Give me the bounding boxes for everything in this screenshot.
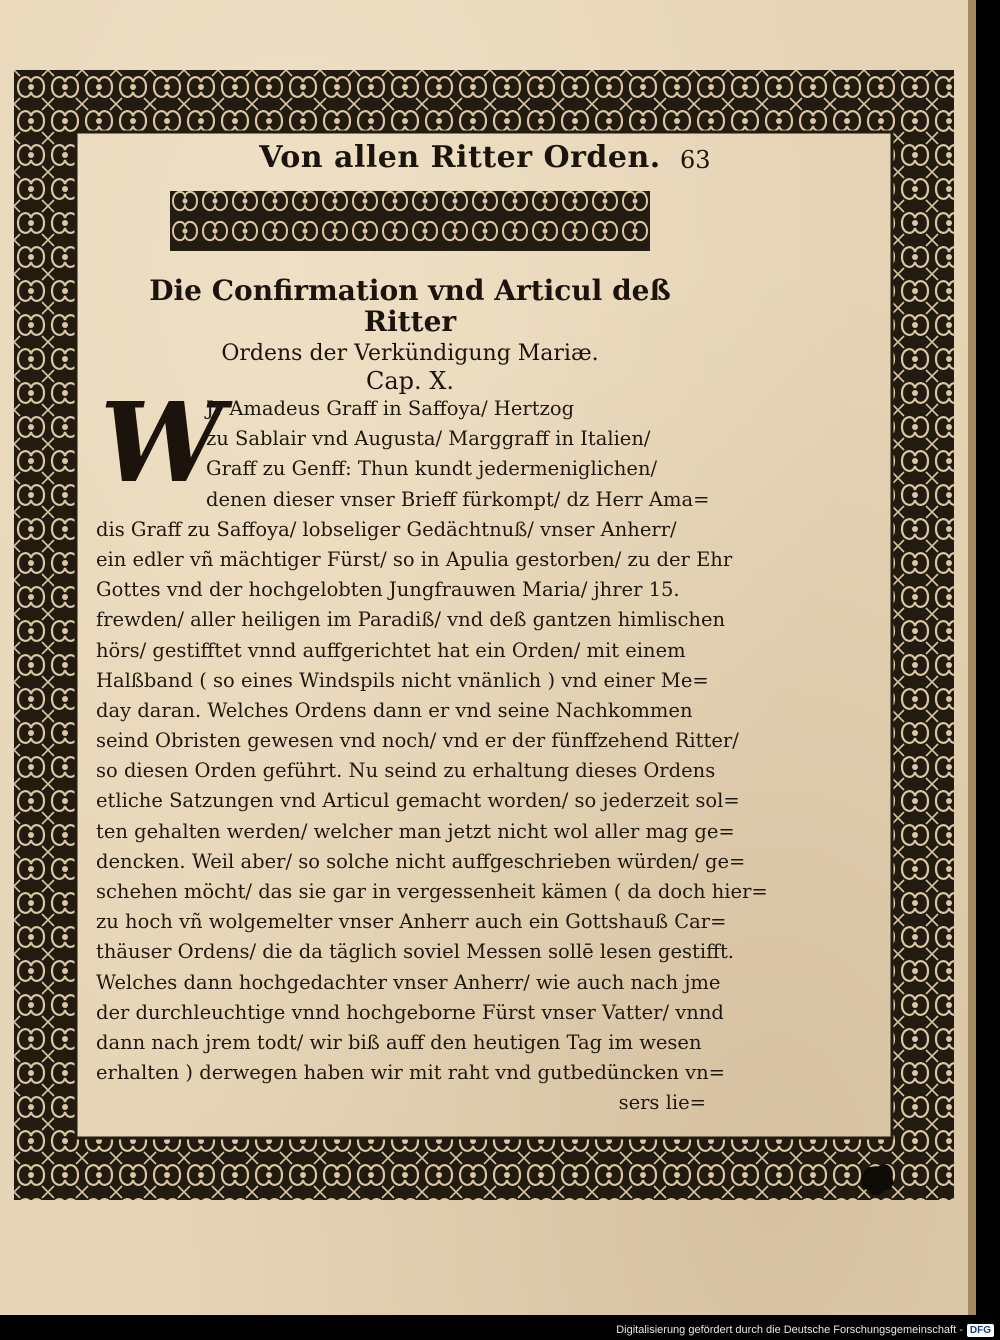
page-number: 63 [680,146,711,174]
text-line: Welches dann hochgedachter vnser Anherr/ wie auch nach jme [96,970,721,994]
chapter-number: Cap. X. [365,366,454,395]
catchword: sers lie= [618,1091,706,1115]
text-line: zu hoch vñ wolgemelter vnser Anherr auch ein Gottshauß Car= [96,910,727,934]
text-line: Jr Amadeus Graff in Saffoya/ Hertzog [206,397,575,420]
text-line: dis Graff zu Saffoya/ lobseliger Gedächtnuß/ vnser Anherr/ [96,517,677,541]
text-line: ein edler vñ mächtiger Fürst/ so in Apulia gestorben/ zu der Ehr [96,547,733,571]
text-line: dann nach jrem todt/ wir biß auff den heutigen Tag im wesen [96,1030,702,1054]
text-line: Graff zu Genff: Thun kundt jedermeniglichen/ [206,457,658,481]
text-line: day daran. Welches Ordens dann er vnd seine Nachkommen [96,698,693,722]
chapter-title-line-1: Die Confirmation vnd Articul deß Ritter [149,274,671,338]
chapter-title-line-2: Ordens der Verkündigung Mariæ. [221,340,599,366]
text-line: dencken. Weil aber/ so solche nicht auffgeschrieben würden/ ge= [96,849,746,873]
text-line: seind Obristen gewesen vnd noch/ vnd er der fünffzehend Ritter/ [96,729,739,753]
text-line: hörs/ gestifftet vnnd auffgerichtet hat ein Orden/ mit einem [96,638,686,662]
drop-cap-initial: W [100,378,224,507]
text-line: Gottes vnd der hochgelobten Jungfrauwen Maria/ jhrer 15. [96,578,680,602]
text-line: Halßband ( so eines Windspils nicht vnänlich ) vnd einer Me= [96,668,709,692]
text-line: so diesen Orden geführt. Nu seind zu erhaltung dieses Ordens [96,759,716,783]
funding-credit [610,1320,996,1340]
text-line: zu Sablair vnd Augusta/ Marggraff in Italien/ [206,427,651,451]
text-line: ten gehalten werden/ welcher man jetzt nicht wol aller mag ge= [96,819,735,843]
body-text [96,394,768,1119]
text-line: der durchleuchtige vnnd hochgeborne Fürst vnser Vatter/ vnnd [96,1000,724,1024]
ink-stain [858,1162,898,1200]
dfg-logo: DFG [967,1324,994,1337]
credit-text: Digitalisierung gefördert durch die Deutsche Forschungsgemeinschaft - [616,1324,963,1336]
text-line: denen dieser vnser Brieff fürkompt/ dz Herr Ama= [206,487,710,511]
text-line: erhalten ) derwegen haben wir mit raht vnd gutbedüncken vn= [96,1061,725,1085]
running-head: Von allen Ritter Orden. [259,140,661,175]
page-edge [968,0,976,1315]
text-line: schehen möcht/ das sie gar in vergessenheit kämen ( da doch hier= [96,880,768,903]
text-line: thäuser Ordens/ die da täglich soviel Messen sollē lesen gestifft. [96,940,734,964]
text-line: frewden/ aller heiligen im Paradiß/ vnd deß gantzen himlischen [96,608,726,632]
headpiece-ornament [170,186,650,256]
chapter-title [130,276,690,394]
text-line: etliche Satzungen vnd Articul gemacht worden/ so jederzeit sol= [96,789,740,813]
